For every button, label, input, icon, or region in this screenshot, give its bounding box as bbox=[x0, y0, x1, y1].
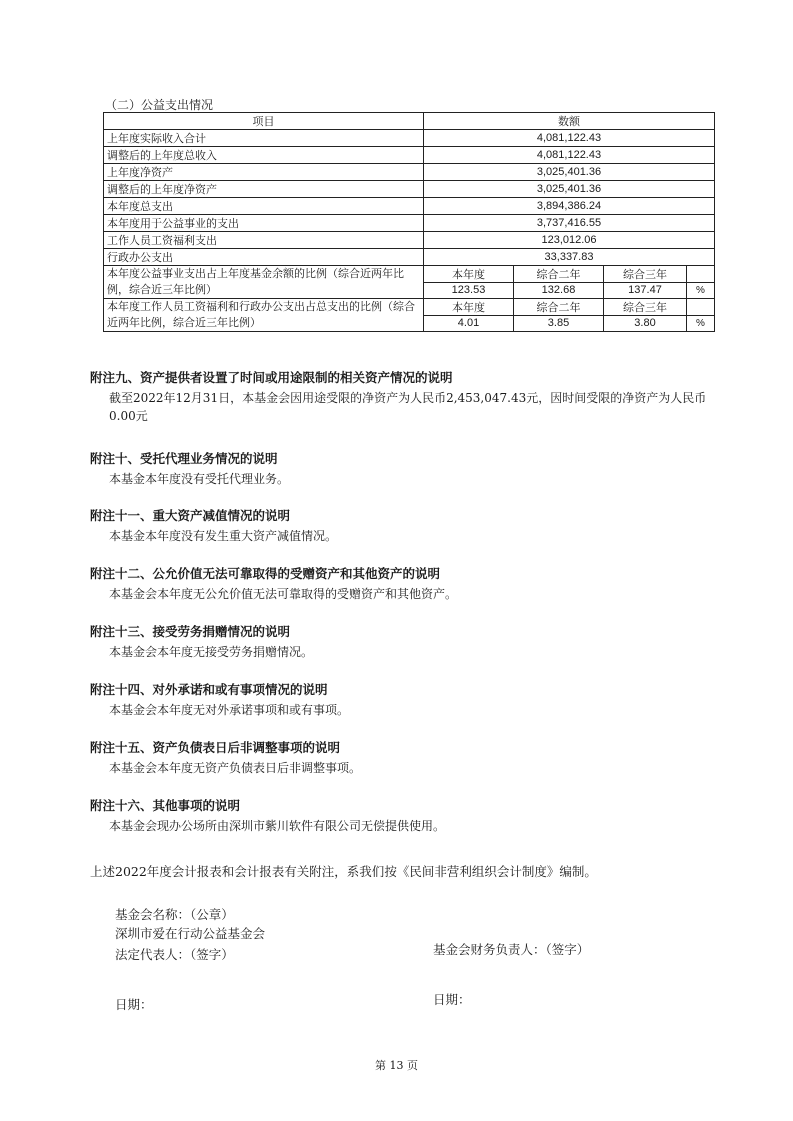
table-row bbox=[104, 215, 715, 232]
header-item: 项目 bbox=[104, 113, 424, 130]
row-label: 调整后的上年度总收入 bbox=[104, 147, 424, 164]
note-title: 附注十四、对外承诺和或有事项情况的说明 bbox=[90, 682, 328, 697]
foundation-name: 深圳市爱在行动公益基金会 bbox=[115, 926, 266, 941]
summary-statement: 上述2022年度会计报表和会计报表有关附注，系我们按《民间非营利组织会计制度》编制。 bbox=[90, 864, 597, 879]
note-body: 本基金本年度没有受托代理业务。 bbox=[109, 472, 290, 486]
ratio-label-public-welfare: 本年度公益事业支出占上年度基金余额的比例（综合近两年比例，综合近三年比例） bbox=[104, 266, 424, 299]
row-label: 上年度净资产 bbox=[104, 164, 424, 181]
row-value: 4,081,122.43 bbox=[424, 147, 715, 164]
row-label: 上年度实际收入合计 bbox=[104, 130, 424, 147]
ratio-header-blank bbox=[687, 266, 715, 283]
note-body: 本基金会本年度无对外承诺事项和或有事项。 bbox=[109, 703, 350, 717]
note-title: 附注十二、公允价值无法可靠取得的受赠资产和其他资产的说明 bbox=[90, 566, 441, 581]
note-body: 截至2022年12月31日，本基金会因用途受限的净资产为人民币2,453,047.43元，因时间受限的净资产为人民币0.00元 bbox=[109, 391, 707, 423]
ratio-value-three-year: 137.47 bbox=[604, 283, 687, 299]
note-title: 附注十五、资产负债表日后非调整事项的说明 bbox=[90, 740, 341, 755]
ratio-value-two-year: 3.85 bbox=[514, 316, 604, 332]
header-amount: 数额 bbox=[424, 113, 715, 130]
note-ten bbox=[90, 451, 730, 488]
ratio-header-row bbox=[104, 299, 715, 316]
ratio-header-row bbox=[104, 266, 715, 283]
ratio-unit: % bbox=[687, 283, 715, 299]
section-title: （二）公益支出情况 bbox=[105, 98, 214, 112]
row-value: 33,337.83 bbox=[424, 249, 715, 266]
row-label: 行政办公支出 bbox=[104, 249, 424, 266]
note-fourteen bbox=[90, 682, 730, 719]
legal-representative-signature: 法定代表人：（签字） bbox=[115, 947, 234, 962]
ratio-value-two-year: 132.68 bbox=[514, 283, 604, 299]
ratio-header-current: 本年度 bbox=[424, 299, 514, 316]
row-value: 3,894,386.24 bbox=[424, 198, 715, 215]
finance-head-signature: 基金会财务负责人：（签字） bbox=[433, 942, 590, 957]
note-title: 附注九、资产提供者设置了时间或用途限制的相关资产情况的说明 bbox=[90, 370, 453, 385]
ratio-label-staff-admin: 本年度工作人员工资福利和行政办公支出占总支出的比例（综合近两年比例，综合近三年比例） bbox=[104, 299, 424, 332]
ratio-header-two-year: 综合二年 bbox=[514, 266, 604, 283]
note-eleven bbox=[90, 508, 730, 545]
date-right: 日期： bbox=[433, 992, 471, 1007]
table-row bbox=[104, 181, 715, 198]
note-title: 附注十、受托代理业务情况的说明 bbox=[90, 451, 278, 466]
row-label: 工作人员工资福利支出 bbox=[104, 232, 424, 249]
note-body: 本基金会本年度无公允价值无法可靠取得的受赠资产和其他资产。 bbox=[109, 587, 458, 601]
row-label: 调整后的上年度净资产 bbox=[104, 181, 424, 198]
note-body: 本基金会本年度无资产负债表日后非调整事项。 bbox=[109, 761, 362, 775]
date-left: 日期： bbox=[115, 997, 153, 1012]
note-title: 附注十六、其他事项的说明 bbox=[90, 798, 241, 813]
page-number: 第 13 页 bbox=[375, 1059, 418, 1072]
note-thirteen bbox=[90, 624, 730, 661]
ratio-header-three-year: 综合三年 bbox=[604, 266, 687, 283]
table-row bbox=[104, 249, 715, 266]
row-value: 3,025,401.36 bbox=[424, 181, 715, 198]
note-title: 附注十一、重大资产减值情况的说明 bbox=[90, 508, 291, 523]
table-row bbox=[104, 198, 715, 215]
ratio-header-blank bbox=[687, 299, 715, 316]
table-row bbox=[104, 232, 715, 249]
ratio-value-current: 4.01 bbox=[424, 316, 514, 332]
table-header-row bbox=[104, 113, 715, 130]
row-label: 本年度用于公益事业的支出 bbox=[104, 215, 424, 232]
note-title: 附注十三、接受劳务捐赠情况的说明 bbox=[90, 624, 291, 639]
ratio-value-current: 123.53 bbox=[424, 283, 514, 299]
table-row bbox=[104, 164, 715, 181]
note-fifteen bbox=[90, 740, 730, 777]
public-expenditure-table bbox=[103, 112, 715, 332]
table-row bbox=[104, 130, 715, 147]
row-value: 4,081,122.43 bbox=[424, 130, 715, 147]
note-body: 本基金会本年度无接受劳务捐赠情况。 bbox=[109, 645, 314, 659]
foundation-name-label: 基金会名称：（公章） bbox=[115, 907, 234, 922]
ratio-header-two-year: 综合二年 bbox=[514, 299, 604, 316]
row-label: 本年度总支出 bbox=[104, 198, 424, 215]
ratio-header-three-year: 综合三年 bbox=[604, 299, 687, 316]
note-body: 本基金本年度没有发生重大资产减值情况。 bbox=[109, 529, 338, 543]
ratio-unit: % bbox=[687, 316, 715, 332]
ratio-value-three-year: 3.80 bbox=[604, 316, 687, 332]
row-value: 3,025,401.36 bbox=[424, 164, 715, 181]
note-nine bbox=[90, 370, 730, 425]
table-row bbox=[104, 147, 715, 164]
row-value: 3,737,416.55 bbox=[424, 215, 715, 232]
note-sixteen bbox=[90, 798, 730, 835]
ratio-header-current: 本年度 bbox=[424, 266, 514, 283]
note-body: 本基金会现办公场所由深圳市紫川软件有限公司无偿提供使用。 bbox=[109, 819, 446, 833]
note-twelve bbox=[90, 566, 730, 603]
row-value: 123,012.06 bbox=[424, 232, 715, 249]
